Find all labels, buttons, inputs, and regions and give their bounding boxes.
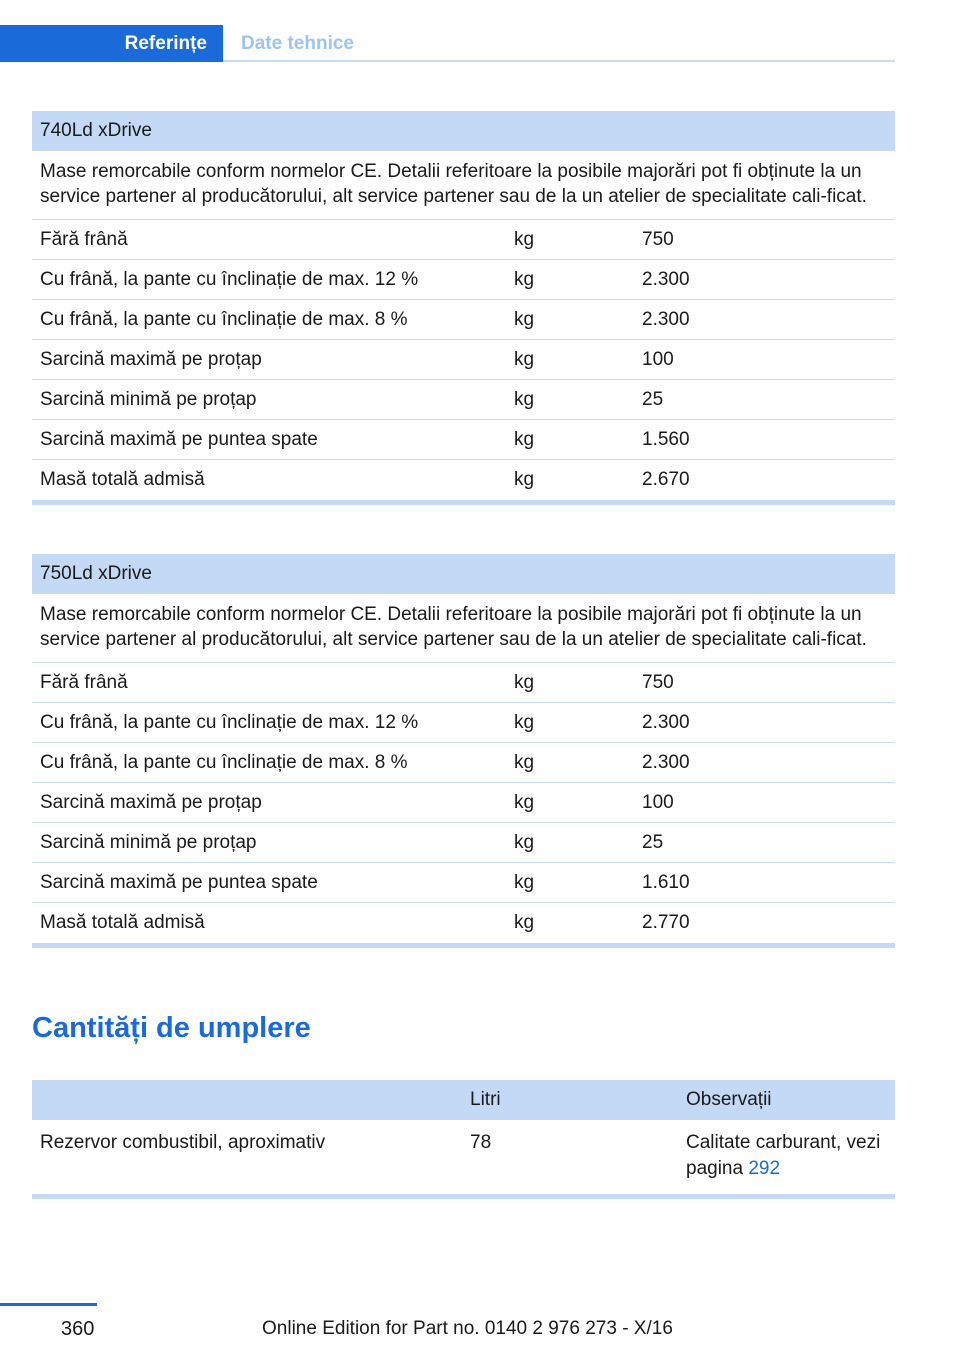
tab-technical-data-label: Date tehnice	[241, 32, 354, 54]
row-unit: kg	[514, 751, 535, 773]
header-col-notes: Observații	[686, 1089, 772, 1110]
row-label: Rezervor combustibil, aproximativ	[40, 1132, 326, 1153]
table-row	[32, 703, 895, 743]
table-description: Mase remorcabile conform normelor CE. Detalii referitoare la posibile majorări pot fi obținute la un service partener al producătorului, alt service partener sau de la un atelier de specialitate cali-ficat.	[32, 594, 895, 663]
row-value: 100	[642, 791, 674, 813]
table-title: 750Ld xDrive	[32, 554, 895, 594]
row-unit: kg	[514, 791, 535, 813]
row-label: Cu frână, la pante cu înclinație de max. 12 %	[40, 268, 419, 290]
spec-table-750ld	[32, 554, 895, 948]
tab-references[interactable]	[0, 25, 223, 62]
row-unit: kg	[514, 428, 535, 450]
row-label: Masă totală admisă	[40, 469, 205, 490]
table-row	[32, 300, 895, 340]
row-unit: kg	[514, 912, 535, 933]
row-unit: kg	[514, 228, 535, 250]
row-label: Sarcină minimă pe proțap	[40, 388, 257, 410]
fill-quantities-table	[32, 1080, 895, 1199]
row-label: Sarcină maximă pe puntea spate	[40, 428, 318, 450]
row-value: 78	[470, 1132, 492, 1153]
row-value: 100	[642, 348, 674, 370]
row-label: Sarcină maximă pe puntea spate	[40, 871, 318, 893]
page-number: 360	[61, 1318, 95, 1340]
row-unit: kg	[514, 671, 535, 693]
table-row	[32, 863, 895, 903]
table-header-row	[32, 1080, 895, 1120]
table-row	[32, 380, 895, 420]
row-label: Sarcină minimă pe proțap	[40, 831, 257, 853]
row-note	[686, 1130, 895, 1182]
table-description: Mase remorcabile conform normelor CE. Detalii referitoare la posibile majorări pot fi obținute la un service partener al producătorului, alt service partener sau de la un atelier de specialitate cali-ficat.	[32, 151, 895, 220]
row-unit: kg	[514, 469, 535, 490]
table-row	[32, 420, 895, 460]
row-value: 2.770	[642, 912, 690, 933]
chapter-header	[0, 25, 895, 62]
table-row	[32, 903, 895, 943]
row-value: 2.300	[642, 308, 690, 330]
row-label: Cu frână, la pante cu înclinație de max. 8 %	[40, 308, 408, 330]
row-value: 750	[642, 228, 674, 250]
row-unit: kg	[514, 711, 535, 733]
row-value: 2.300	[642, 268, 690, 290]
table-row	[32, 783, 895, 823]
row-value: 1.610	[642, 871, 690, 893]
footer-accent-line	[0, 1303, 97, 1306]
row-value: 1.560	[642, 428, 690, 450]
row-value: 25	[642, 831, 664, 853]
section-title-fill-quantities: Cantități de umplere	[32, 1012, 311, 1044]
row-label: Sarcină maximă pe proțap	[40, 791, 262, 813]
row-value: 2.300	[642, 711, 690, 733]
table-row	[32, 220, 895, 260]
row-label: Cu frână, la pante cu înclinație de max. 12 %	[40, 711, 419, 733]
row-unit: kg	[514, 388, 535, 410]
row-unit: kg	[514, 348, 535, 370]
spec-table-740ld	[32, 111, 895, 505]
row-value: 750	[642, 671, 674, 693]
row-label: Cu frână, la pante cu înclinație de max. 8 %	[40, 751, 408, 773]
table-title: 740Ld xDrive	[32, 111, 895, 151]
table-end-bar	[32, 1194, 895, 1199]
row-label: Sarcină maximă pe proțap	[40, 348, 262, 370]
row-unit: kg	[514, 831, 535, 853]
row-value: 2.300	[642, 751, 690, 773]
table-end-bar	[32, 943, 895, 948]
table-row	[32, 1120, 895, 1194]
header-divider	[223, 60, 895, 62]
row-value: 25	[642, 388, 664, 410]
header-col-liters: Litri	[470, 1089, 501, 1110]
page-link[interactable]: 292	[748, 1158, 781, 1179]
note-text: Calitate carburant, vezi pagina	[686, 1132, 881, 1179]
table-row	[32, 743, 895, 783]
table-end-bar	[32, 500, 895, 505]
table-row	[32, 663, 895, 703]
row-unit: kg	[514, 871, 535, 893]
row-unit: kg	[514, 268, 535, 290]
table-row	[32, 823, 895, 863]
edition-note: Online Edition for Part no. 0140 2 976 273 - X/16	[262, 1318, 673, 1339]
row-unit: kg	[514, 308, 535, 330]
row-label: Fără frână	[40, 228, 128, 250]
table-row	[32, 260, 895, 300]
table-row	[32, 460, 895, 500]
tab-technical-data[interactable]	[241, 25, 354, 62]
row-value: 2.670	[642, 469, 690, 490]
row-label: Fără frână	[40, 671, 128, 693]
table-row	[32, 340, 895, 380]
tab-references-label: Referințe	[124, 32, 207, 54]
row-label: Masă totală admisă	[40, 912, 205, 933]
